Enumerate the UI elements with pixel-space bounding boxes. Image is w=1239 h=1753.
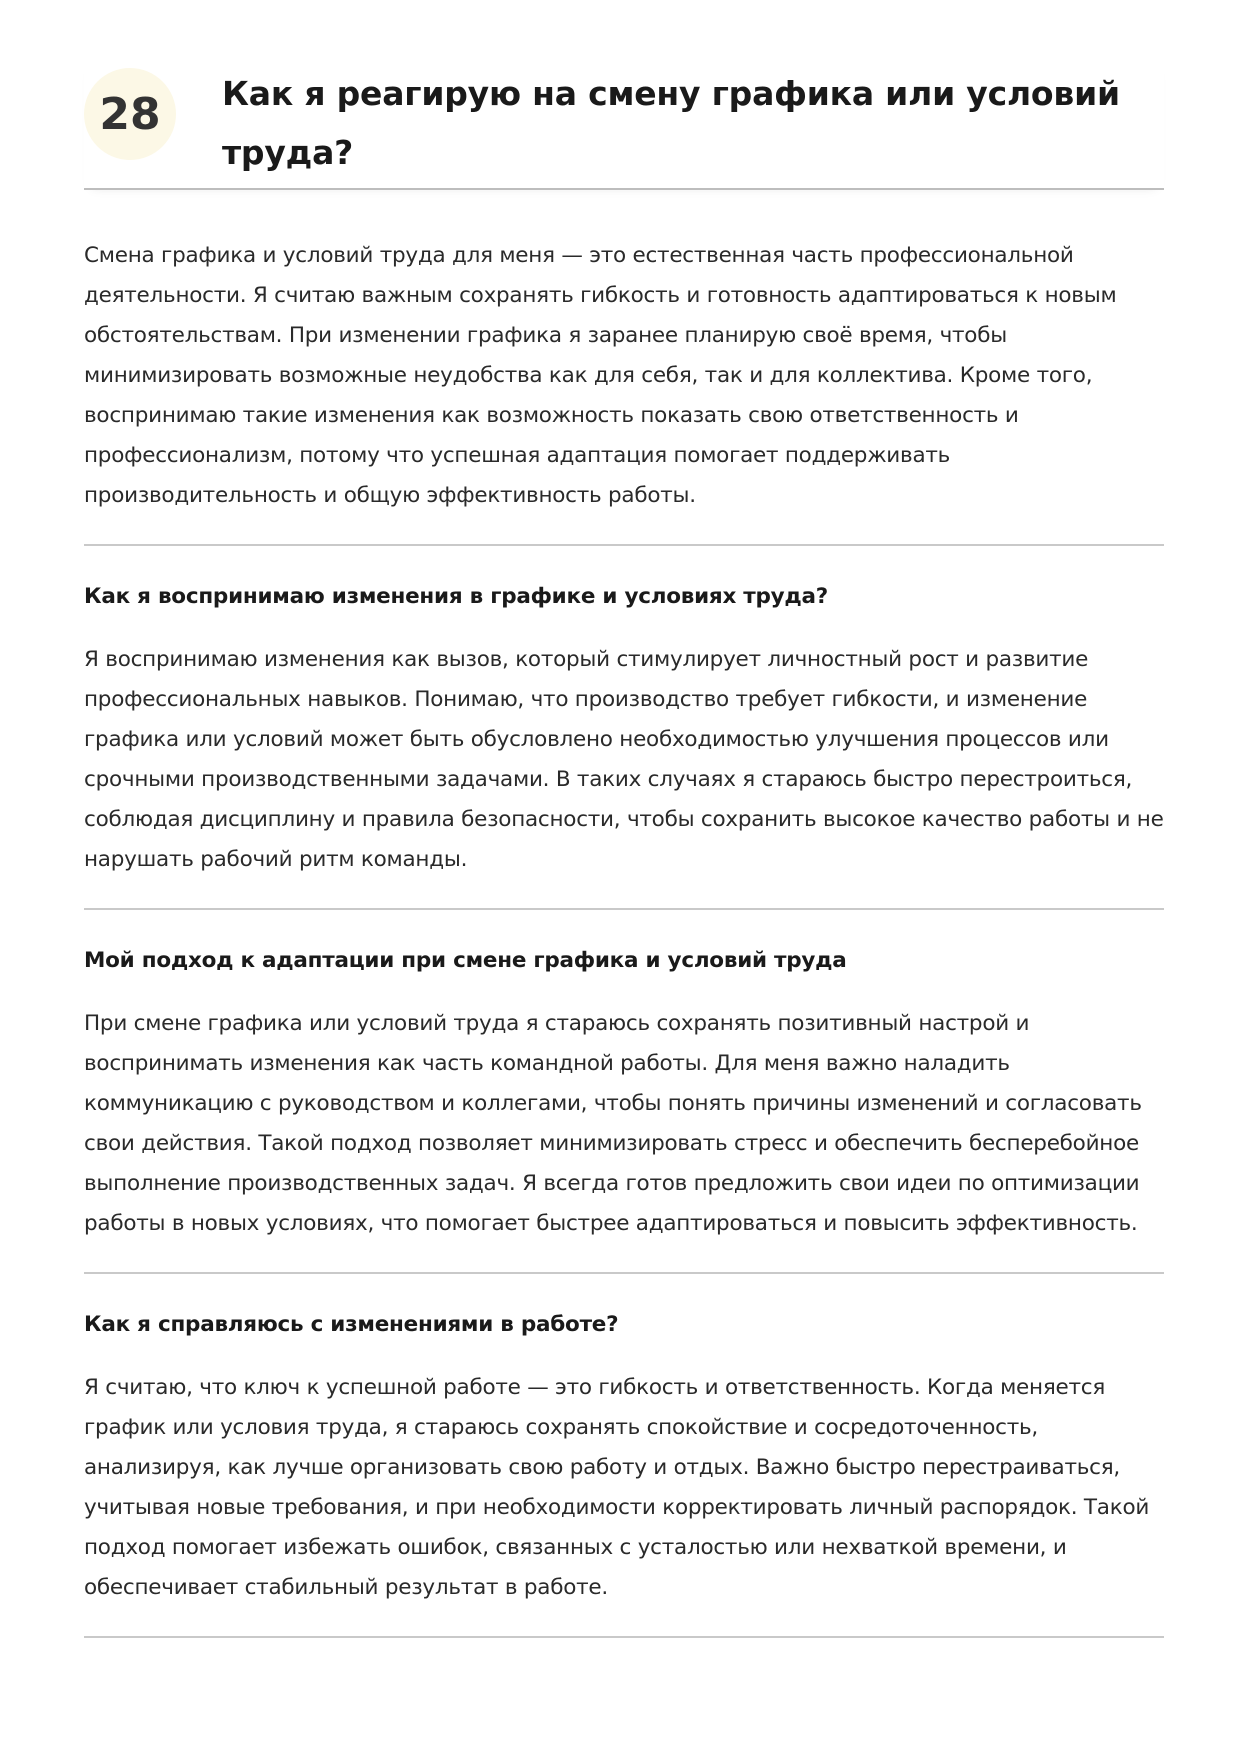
section-heading: Как я воспринимаю изменения в графике и условиях труда? — [84, 584, 829, 609]
section-heading: Как я справляюсь с изменениями в работе? — [84, 1312, 619, 1337]
intro-paragraph: Смена графика и условий труда для меня — это естественная часть профессиональной деятельности. Я считаю важным сохранять гибкость и готовность адаптироваться к новым обстоятельствам. При изменении графика я заранее планирую своё время, чтобы минимизировать возможные неудобства как для себя, так и для коллектива. Кроме того, воспринимаю такие изменения как возможность показать свою ответственность и профессионализм, потому что успешная адаптация помогает поддерживать производительность и общую эффективность работы. — [84, 243, 1117, 508]
section-paragraph: Я воспринимаю изменения как вызов, который стимулирует личностный рост и развитие профессиональных навыков. Понимаю, что производство требует гибкости, и изменение графика или условий может быть обусловлено необходимостью улучшения процессов или срочными производственными задачами. В таких случаях я стараюсь быстро перестроиться, соблюдая дисциплину и правила безопасности, чтобы сохранить высокое качество работы и не нарушать рабочий ритм команды. — [84, 647, 1164, 872]
question-header — [84, 58, 1164, 190]
intro-block — [84, 190, 1164, 546]
question-title: Как я реагирую на смену графика или условий труда? — [222, 74, 1120, 172]
question-number-badge: 28 — [84, 68, 176, 160]
section-heading: Мой подход к адаптации при смене графика и условий труда — [84, 948, 847, 973]
section-paragraph: Я считаю, что ключ к успешной работе — это гибкость и ответственность. Когда меняется график или условия труда, я стараюсь сохранять спокойствие и сосредоточенность, анализируя, как лучше организовать свою работу и отдых. Важно быстро перестраиваться, учитывая новые требования, и при необходимости корректировать личный распорядок. Такой подход помогает избежать ошибок, связанных с усталостью или нехваткой времени, и обеспечивает стабильный результат в работе. — [84, 1375, 1150, 1600]
section-approach — [84, 910, 1164, 1274]
section-perception — [84, 546, 1164, 910]
section-paragraph: При смене графика или условий труда я стараюсь сохранять позитивный настрой и воспринимать изменения как часть командной работы. Для меня важно наладить коммуникацию с руководством и коллегами, чтобы понять причины изменений и согласовать свои действия. Такой подход позволяет минимизировать стресс и обеспечить бесперебойное выполнение производственных задач. Я всегда готов предложить свои идеи по оптимизации работы в новых условиях, что помогает быстрее адаптироваться и повысить эффективность. — [84, 1011, 1142, 1236]
section-coping — [84, 1274, 1164, 1638]
document-page — [84, 58, 1164, 1638]
